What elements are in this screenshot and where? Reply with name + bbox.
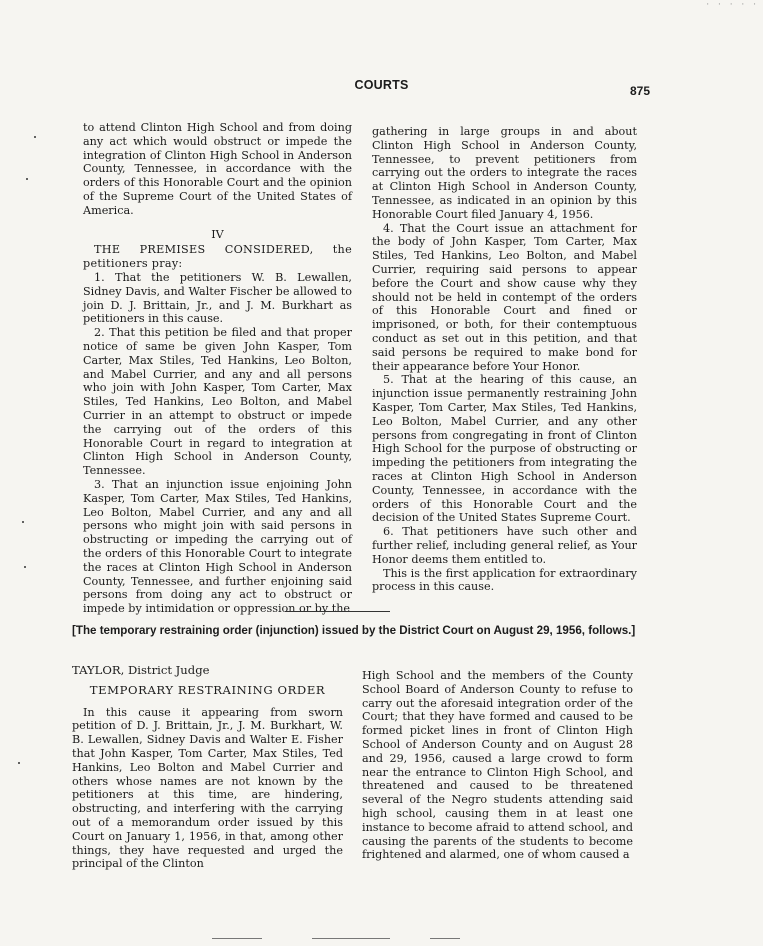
first-application-note: This is the first application for extraordinary process in this cause. (372, 566, 637, 594)
editorial-bracket-note: [The temporary restraining order (injunction) issued by the District Court on August 29, 1956, follows.] (72, 624, 636, 637)
premises-paragraph: THE PREMISES CONSIDERED, the petitioners pray: (83, 243, 352, 271)
column-top-right (372, 125, 637, 594)
order-title: TEMPORARY RESTRAINING ORDER (89, 682, 326, 697)
continuation-paragraph: to attend Clinton High School and from doing any act which would obstruct or impede the integration of Clinton High School in Anderson County, Tennessee, in accordance with the orders of this Honorable Court and the opinion of the Supreme Court of the United States of America. (83, 121, 352, 217)
prayer-item-1: 1. That the petitioners W. B. Lewallen, Sidney Davis, and Walter Fischer be allowed to join D. J. Brittain, Jr., and J. M. Burkhart as petitioners in this cause. (83, 270, 352, 326)
margin-speck (26, 178, 28, 180)
judge-attribution: TAYLOR, District Judge (72, 663, 210, 677)
margin-speck (24, 566, 26, 568)
continuation-paragraph: gathering in large groups in and about Clinton High School in Anderson County, Tennessee, to prevent petitioners from carrying out the orders to integrate the races at Clinton High School in Anderson County, Tennessee, as indicated in an opinion by this Honorable Court filed January 4, 1956. (372, 125, 637, 221)
prayer-item-5: 5. That at the hearing of this cause, an injunction issue permanently restraining John Kasper, Tom Carter, Max Stiles, Ted Hankins, Leo Bolton, Mabel Currier, and any other persons from congregating in front of Clinton High School for the purpose of obstructing or impeding the petitioners from integrating the races at Clinton High School in Anderson County, Tennessee, in accordance with the orders of this Honorable Court and the decision of the United States Supreme Court. (372, 373, 637, 525)
margin-speck (18, 762, 20, 764)
prayer-item-6: 6. That petitioners have such other and further relief, including general relief, as Your Honor deems them entitled to. (372, 525, 637, 566)
prayer-item-2: 2. That this petition be filed and that proper notice of same be given John Kasper, Tom Carter, Max Stiles, Ted Hankins, Leo Bolton, and Mabel Currier, and any and all persons who join with John Kasper, Tom Carter, Max Stiles, Ted Hankins, Leo Bolton, and Mabel Currier in an attempt to obstruct or impede the carrying out of the orders of this Honorable Court in regard to integration at Clinton High School in Anderson County, Tennessee. (83, 326, 352, 478)
section-numeral: IV (211, 227, 224, 241)
footer-scan-mark (312, 938, 390, 939)
footer-scan-mark (212, 938, 262, 939)
running-title: COURTS (354, 78, 409, 92)
order-body-continuation: High School and the members of the County School Board of Anderson County to refuse to carry out the aforesaid integration order of the Court; that they have formed and caused to be formed picket lines in front of Clinton High School of Anderson County and on August 28 and 29, 1956, caused a large crowd to form near the entrance to Clinton High School, and threatened and caused to be threatened several of the Negro students attending said high school, causing them in at least one instance to become afraid to attend school, and causing the parents of the students to become frightened and alarmed, one of whom caused a (362, 669, 633, 862)
scan-corner-marks: · · · · · (706, 0, 759, 10)
order-body-paragraph: In this cause it appearing from sworn petition of D. J. Brittain, Jr., J. M. Burkhart, W. B. Lewallen, Sidney Davis and Walter E. Fisher that John Kasper, Tom Carter, Max Stiles, Ted Hankins, Leo Bolton and Mabel Currier and others whose names are not known by the petitioners at this time, are hindering, obstructing, and interfering with the carrying out of a memorandum order issued by this Court on January 1, 1956, in that, among other things, they have requested and urged the principal of the Clinton (72, 705, 343, 871)
footer-scan-mark (430, 938, 460, 939)
prayer-item-4: 4. That the Court issue an attachment for the body of John Kasper, Tom Carter, Max Stiles, Ted Hankins, Leo Bolton, and Mabel Currier, requiring said persons to appear before the Court and show cause why they should not be held in contempt of the orders of this Honorable Court and fined or imprisoned, or both, for their contemptuous conduct as set out in this petition, and that said persons be required to make bond for their appearance before Your Honor. (372, 221, 637, 373)
section-divider (285, 611, 390, 612)
page-number: 875 (629, 84, 650, 98)
column-bottom-right (362, 669, 633, 862)
margin-speck (22, 521, 24, 523)
margin-speck (34, 136, 36, 138)
column-top-left (83, 121, 352, 616)
prayer-item-3: 3. That an injunction issue enjoining John Kasper, Tom Carter, Max Stiles, Ted Hankins, Leo Bolton, Mabel Currier, and any and all persons who might join with said persons in obstructing or impeding the carrying out of the orders of this Honorable Court to integrate the races at Clinton High School in Anderson County, Tennessee, and further enjoining said persons from doing any act to obstruct or impede by intimidation or oppression or by the (83, 477, 352, 616)
column-bottom-left (72, 664, 343, 871)
